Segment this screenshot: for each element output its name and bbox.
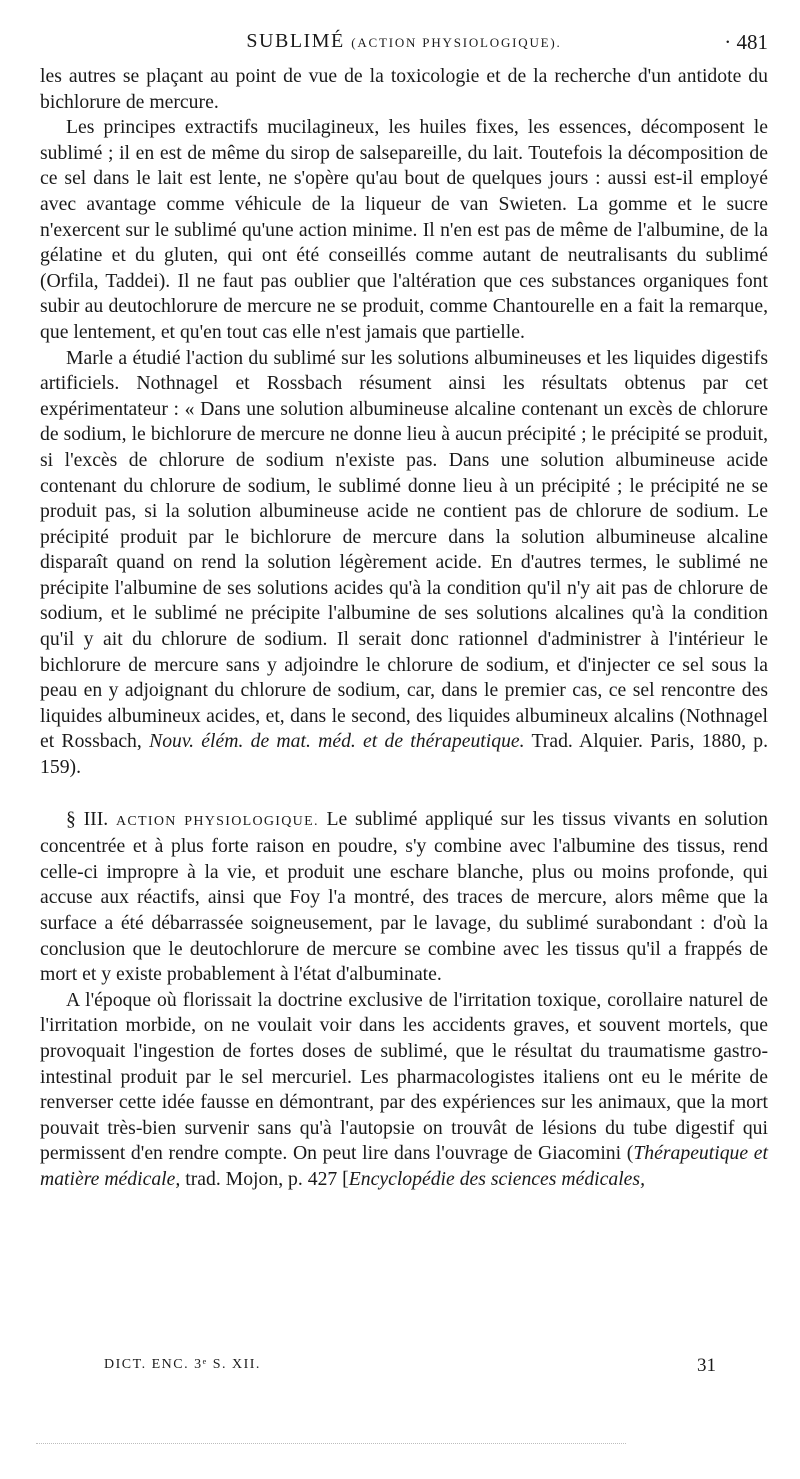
citation-encyclopedie-title: Encyclopédie des sciences médicales, [348,1167,646,1190]
section-action-physiologique [40,807,768,988]
running-title [40,30,768,53]
section-text: Le sublimé appliqué sur les tissus vivants en solution concentrée et à plus forte raison en poudre, s'y combine avec l'albumine des tissus, rend celle-ci impropre à la vie, et produit une eschare blanche, plus ou moins profonde, qui accuse aux réactifs, ainsi que Foy l'a montré, des traces de mercure, alors même que la surface a été débarrassée soigneusement, par le lavage, du sublimé surabondant : d'où la conclusion que le deutochlorure de mercure se combine avec les tissus qu'il a frappés de mort et y existe probablement à l'état d'albuminate. [40,807,769,986]
paragraph-marle-end: Trad. Alquier. Paris, 1880, p. 159). [40,730,769,779]
section-mark: § III. [66,807,109,830]
running-title-main: SUBLIMÉ [246,30,345,52]
page-footer [60,1357,720,1381]
paragraph-irritation-text: A l'époque où florissait la doctrine exclusive de l'irritation toxique, corollaire naturel de l'irritation morbide, on ne voulait voir dans les accidents graves, et souvent mortels, que provoquait l'ingestion de fortes doses de sublimé, que le résultat du traumatisme gastro-intestinal produit par le sel mercuriel. Les pharmacologistes italiens ont eu le mérite de renverser cette idée fausse en démontrant, par des expériences sur les animaux, que la mort pouvait très-bien survenir sans qu'à l'autopsie on trouvât de lésions du tube digestif qui permissent d'en rendre compte. On peut lire dans l'ouvrage de Giacomini ( [40,988,768,1165]
running-head [40,30,768,56]
body-text [40,64,768,1193]
citation-nothnagel-title: Nouv. élém. de mat. méd. et de thérapeutique. [149,730,525,753]
paragraph-irritation-mid: trad. Mojon, p. 427 [ [180,1167,349,1190]
running-title-sub: (ACTION PHYSIOLOGIQUE). [351,35,562,50]
citation-giacomini-title: Thérapeutique et matière médicale, [40,1142,768,1190]
paragraph-irritation [40,988,768,1193]
scan-bleed-line [36,1443,626,1444]
page-number: · 481 [724,30,768,54]
paragraph-continuation: les autres se plaçant au point de vue de la toxicologie et de la recherche d'un antidote du bichlorure de mercure. [40,65,768,113]
paragraph-marle-text: Marle a étudié l'action du sublimé sur les solutions albumineuses et les liquides digestifs artificiels. Nothnagel et Rossbach résument ainsi les résultats obtenus par cet expérimentateur : « Dans une solution albumineuse alcaline contenant un excès de chlorure de sodium, le bichlorure de mercure ne donne lieu à aucun précipité ; le précipité se produit, si l'excès de chlorure de sodium n'existe pas. Dans une solution albumineuse acide contenant du chlorure de sodium, le sublimé donne lieu à un précipité ; le précipité ne se produit pas, si la solution albumineuse acide ne contient pas de chlorure de sodium. Le précipité produit par le bichlorure de mercure dans la solution albumineuse alcaline disparaît quand on rend la solution légèrement acide. En d'autres termes, le sublimé ne précipite l'albumine de ses solutions acides qu'à la condition qu'il n'y ait pas de chlorure de sodium, et le sublimé ne précipite l'albumine de ses solutions alcalines qu'à la condition qu'il y ait du chlorure de sodium. Il serait donc rationnel d'administrer à l'intérieur le bichlorure de mercure sans y adjoindre le chlorure de sodium, et d'injecter ce sel sous la peau en y adjoignant du chlorure de sodium, car, dans le premier cas, ce sel rencontre des liquides albumineux acides, et, dans le second, des liquides albumineux alcalins (Nothnagel et Rossbach, [40,346,768,753]
paragraph-marle [40,346,768,781]
section-title: ACTION PHYSIOLOGIQUE. [115,813,319,829]
printer-signature: DICT. ENC. 3ᵉ S. XII. [104,1357,261,1372]
sheet-number: 31 [697,1355,716,1376]
paragraph-extractifs: Les principes extractifs mucilagineux, les huiles fixes, les essences, décomposent le sublimé ; il en est de même du sirop de salsepareille, du lait. Toutefois la décomposition de ce sel dans le lait est lente, ne s'opère qu'au bout de quelques jours : aussi est-il employé avec avantage comme véhicule de la liqueur de van Swieten. La gomme et le sucre n'exercent sur le sublimé qu'une action minime. Il n'en est pas de même de l'albumine, de la gélatine et du gluten, qui ont été conseillés comme autant de neutralisants du sublimé (Orfila, Taddei). Il ne faut pas oublier que l'altération que ces substances organiques font subir au deutochlorure de mercure ne se produit, comme Chantourelle en a fait la remarque, que lentement, et qu'en tout cas elle n'est jamais que partielle. [40,116,768,343]
